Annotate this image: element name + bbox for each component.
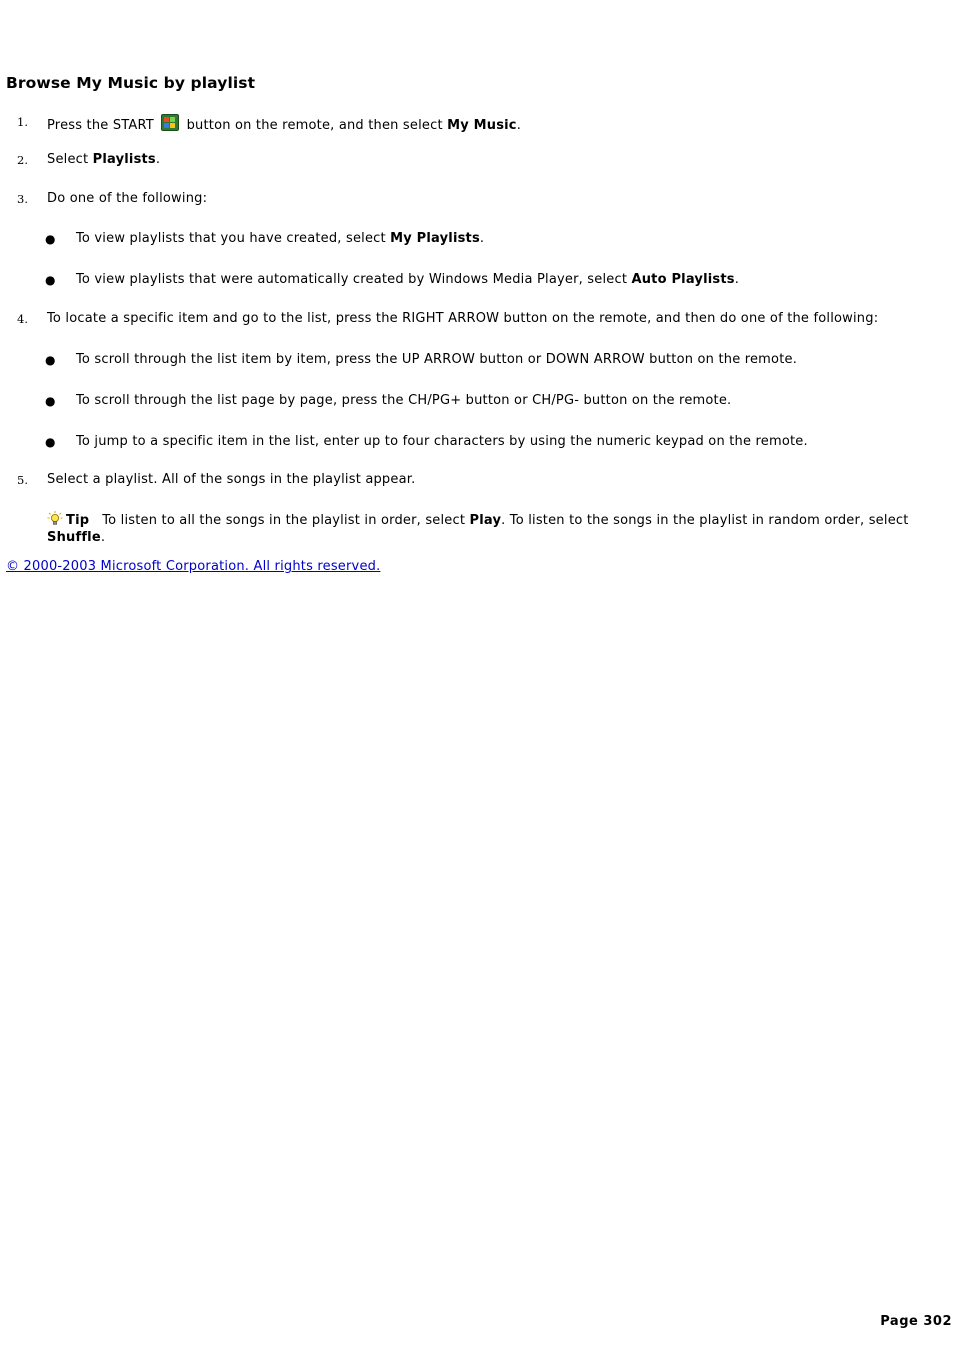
page-title: Browse My Music by playlist [6, 74, 256, 92]
tip-label: Tip [66, 513, 90, 528]
start-button-icon [161, 114, 179, 131]
list-item: To view playlists that were automatically created by Windows Media Player, select Auto Playlists. [76, 272, 740, 287]
step-3-text: Do one of the following: [47, 191, 208, 206]
list-item: To jump to a specific item in the list, enter up to four characters by using the numeric keypad on the remote. [76, 434, 808, 449]
list-item: To scroll through the list item by item, press the UP ARROW button or DOWN ARROW button on the remote. [76, 352, 798, 367]
bullet-icon: ● [45, 394, 56, 408]
tip-block: Tip To listen to all the songs in the playlist in order, select Play. To listen to the songs in the playlist in random order, select Shuffle. [47, 513, 909, 545]
lightbulb-icon [47, 511, 63, 530]
step-number: 3. [17, 192, 28, 206]
page-number: Page 302 [880, 1314, 952, 1329]
step-number: 1. [17, 115, 28, 129]
bullet-icon: ● [45, 273, 56, 287]
bullet-icon: ● [45, 232, 56, 246]
list-item: To scroll through the list page by page, press the CH/PG+ button or CH/PG- button on the remote. [76, 393, 732, 408]
step-number: 4. [17, 312, 28, 326]
step-4-text: To locate a specific item and go to the list, press the RIGHT ARROW button on the remote, and then do one of the following: [47, 311, 879, 326]
list-item: To view playlists that you have created, select My Playlists. [76, 231, 485, 246]
step-number: 5. [17, 473, 28, 487]
bullet-icon: ● [45, 353, 56, 367]
copyright-link[interactable]: © 2000-2003 Microsoft Corporation. All rights reserved. [6, 559, 381, 574]
step-5-text: Select a playlist. All of the songs in the playlist appear. [47, 472, 416, 487]
bullet-icon: ● [45, 435, 56, 449]
step-1-text: Press the START button on the remote, and then select My Music. [47, 114, 521, 133]
step-2-text: Select Playlists. [47, 152, 161, 167]
step-number: 2. [17, 153, 28, 167]
